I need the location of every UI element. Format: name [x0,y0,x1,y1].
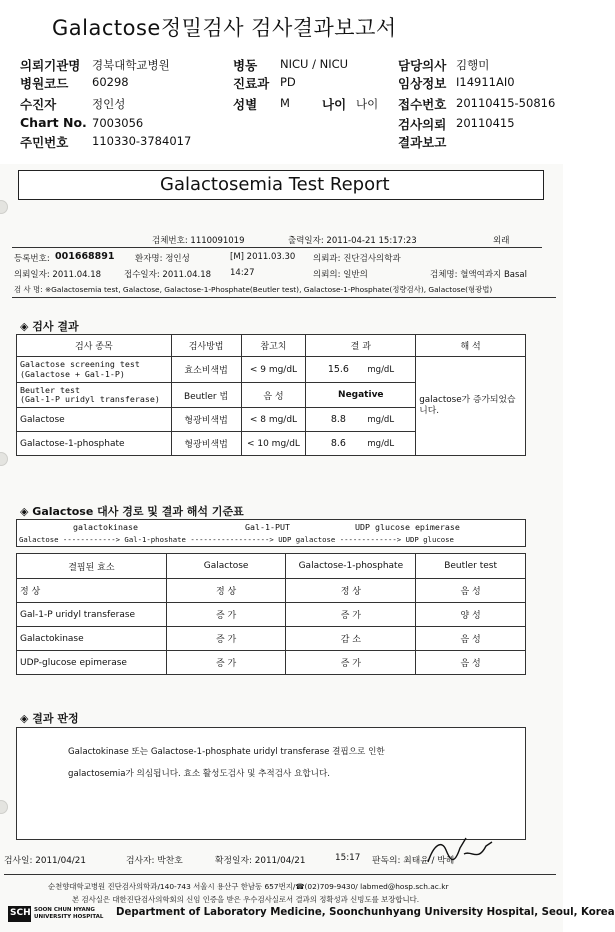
pathway-section-title: ◈ Galactose 대사 경로 및 결과 해석 기준표 [20,505,244,518]
field-value: 110330-3784017 [92,134,192,148]
table-header: 결핍된 효소 [17,554,167,579]
receive-date: 접수일자: 2011.04.18 [124,270,212,280]
test-method: 효소비색법 [171,357,241,383]
table-row [17,627,526,651]
table-row [17,357,526,383]
field-label: 임상정보 [398,76,447,91]
field-value: I14911AI0 [456,75,515,89]
galactose-cell: 정 상 [166,579,286,603]
logo-text: SOON CHUN HYANG [34,907,95,913]
beutler-cell: 양 성 [416,603,526,627]
table-header: 참고치 [241,335,306,357]
field-value: 60298 [92,75,129,89]
logo-text: UNIVERSITY HOSPITAL [34,914,104,920]
patient-birth: [M] 2011.03.30 [230,252,296,262]
table-header: 검사 종목 [17,335,172,357]
galactose-cell: 증 가 [166,603,286,627]
specimen-number: 검체번호: 1110091019 [152,236,245,246]
result-unit: mg/dL [367,415,395,425]
field-label: 진료과 [233,76,270,91]
confirm-date: 확정일자: 2011/04/21 [215,856,306,866]
field-value: PD [280,75,296,89]
patient-name: 환자명: 정인성 [135,254,190,264]
pathway-chain: Galactose ------------> Gal-1-phoshate ------------------> UDP galactose -------------> UDP glucose [19,535,454,544]
result-cell [306,432,416,456]
field-value: 7003056 [92,116,144,130]
field-label: 의뢰기관명 [20,58,81,73]
judgment-line: Galactokinase 또는 Galactose-1-phosphate uridyl transferase 결핍으로 인한 [68,747,385,757]
enzyme-label: galactokinase [73,522,138,532]
reference-range: < 8 mg/dL [241,408,306,432]
test-item: Galactose screening test (Galactose + Gal-1-P) [17,357,172,383]
enzyme-label: UDP glucose epimerase [355,522,460,532]
interpretation-criteria-table [16,553,526,675]
test-names: 검 사 명: ※Galactosemia test, Galactose, Galactose-1-Phosphate(Beutler test), Galactose-1-Phosphate(정량검사), Galactose(형광법) [14,285,493,294]
galactose-cell: 증 가 [166,627,286,651]
table-header: Beutler test [416,554,526,579]
table-header: 해 석 [416,335,526,357]
result-value: 15.6 [327,364,349,375]
result-value: 8.8 [330,414,346,425]
gal1p-cell: 증 가 [286,651,416,675]
result-value: Negative [306,383,416,408]
result-unit: mg/dL [367,365,395,375]
divider [4,874,556,875]
table-header: Galactose [166,554,286,579]
field-label: 수진자 [20,97,57,112]
logo-mark: SCH [10,908,31,918]
field-value: 정인성 [92,97,126,111]
request-date: 의뢰일자: 2011.04.18 [14,270,102,280]
gal1p-cell: 감 소 [286,627,416,651]
field-label: 결과보고 [398,135,447,150]
field-label: 나이 [322,97,347,112]
field-value: 김행미 [456,58,490,72]
print-date: 출력일자: 2011-04-21 15:17:23 [288,236,417,246]
field-label: 성별 [233,97,258,112]
enzyme-cell: Galactokinase [17,627,167,651]
table-row [17,651,526,675]
registration-number: 001668891 [55,251,115,262]
test-method: 형광비색법 [171,408,241,432]
lab-notice: 본 검사실은 대한진단검사의학회의 신임 인증을 받은 우수검사실로서 결과의 정확성과 신빙도를 보장합니다. [72,895,420,904]
result-unit: mg/dL [367,439,395,449]
field-label: 병원코드 [20,76,69,91]
lab-address: 순천향대학교병원 진단검사의학과/140-743 서울시 용산구 한남동 657번지/☎(02)709-9430/ labmed@hosp.sch.ac.kr [48,882,449,891]
field-value: 경북대학교병원 [92,58,170,72]
table-header: 결 과 [306,335,416,357]
department-name: Department of Laboratory Medicine, Soonchunhyang University Hospital, Seoul, Korea [116,907,615,918]
confirm-time: 15:17 [335,853,361,863]
table-row [17,579,526,603]
tester: 검사자: 박찬호 [126,856,183,866]
test-method: Beutler 법 [171,383,241,408]
divider [12,247,542,248]
judgment-line: galactosemia가 의심됩니다. 효소 활성도검사 및 추적검사 요합니다. [68,769,331,779]
judgment-box [16,727,526,840]
field-label: 검사의뢰 [398,117,447,132]
beutler-cell: 음 성 [416,627,526,651]
test-item: Galactose-1-phosphate [17,432,172,456]
field-label: Chart No. [20,115,87,130]
field-value: NICU / NICU [280,57,349,71]
result-value: 8.6 [330,438,346,449]
field-value: M [280,96,290,110]
field-label: 주민번호 [20,135,69,150]
field-value: 나이 [356,97,379,111]
judgment-section-title: ◈ 결과 판정 [20,712,79,725]
enzyme-cell: UDP-glucose epimerase [17,651,167,675]
test-item: Galactose [17,408,172,432]
field-label: 접수번호 [398,97,447,112]
report-header-title: Galactose정밀검사 검사결과보고서 [52,16,397,40]
reference-range: < 10 mg/dL [241,432,306,456]
test-date: 검사일: 2011/04/21 [4,856,86,866]
table-row [17,603,526,627]
beutler-cell: 음 성 [416,579,526,603]
table-header: Galactose-1-phosphate [286,554,416,579]
gal1p-cell: 정 상 [286,579,416,603]
reading-doctor: 판독의: 최태윤 / 박해 [372,856,455,866]
test-method: 형광비색법 [171,432,241,456]
results-table [16,334,526,456]
registration-label: 등록번호: [14,254,50,264]
table-row [17,554,526,579]
result-cell [306,408,416,432]
receive-time: 14:27 [230,268,255,278]
reference-range: 음 성 [241,383,306,408]
result-cell [306,357,416,383]
enzyme-cell: Gal-1-P uridyl transferase [17,603,167,627]
report-title: Galactosemia Test Report [160,174,390,195]
field-value: 20110415-50816 [456,96,556,110]
field-value: 20110415 [456,116,515,130]
reference-range: < 9 mg/dL [241,357,306,383]
results-section-title: ◈ 검사 결과 [20,320,79,333]
requesting-doctor: 의뢰의: 일반의 [313,270,368,280]
test-item: Beutler test (Gal-1-P uridyl transferase) [17,383,172,408]
table-header: 검사방법 [171,335,241,357]
gal1p-cell: 증 가 [286,603,416,627]
requesting-dept: 의뢰과: 진단검사의학과 [313,254,401,264]
field-label: 병동 [233,58,258,73]
galactose-cell: 증 가 [166,651,286,675]
specimen-type: 검체명: 혈액여과지 Basal [430,270,527,280]
enzyme-label: Gal-1-PUT [245,522,290,532]
visit-type: 외래 [493,236,510,246]
field-label: 담당의사 [398,58,447,73]
divider [12,297,556,298]
signature-icon [420,832,500,872]
enzyme-cell: 정 상 [17,579,167,603]
beutler-cell: 음 성 [416,651,526,675]
interpretation: galactose가 증가되었습니다. [416,357,526,456]
